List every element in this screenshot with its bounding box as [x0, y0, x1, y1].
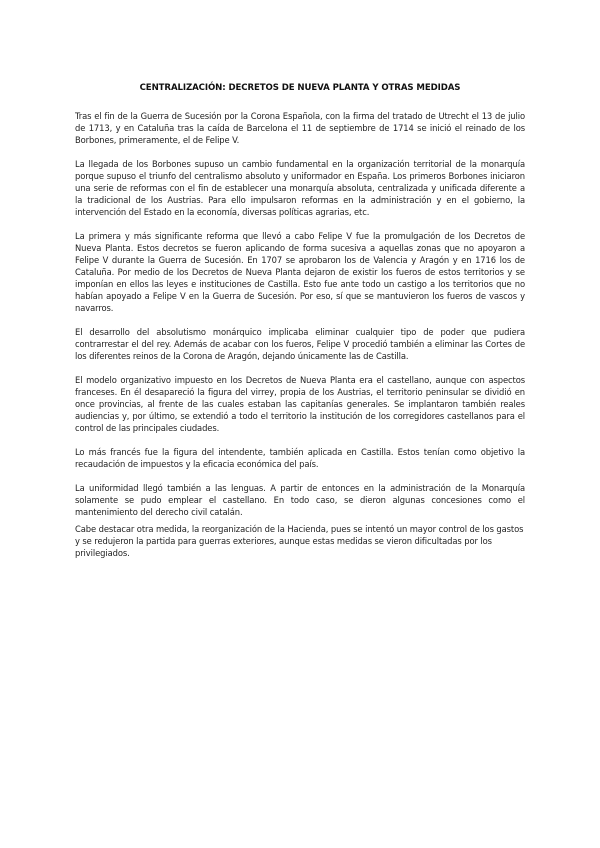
paragraph-intendente: Lo más francés fue la figura del intendente, también aplicada en Castilla. Estos tenían como objetivo la recaudación de impuestos y la eficacia económica del país.: [75, 447, 525, 469]
document-title: CENTRALIZACIÓN: DECRETOS DE NUEVA PLANTA Y OTRAS MEDIDAS: [139, 83, 461, 93]
paragraph-hacienda: Cabe destacar otra medida, la reorganización de la Hacienda, pues se intentó un mayor control de los gastos y se redujeron la partida para guerras exteriores, aunque estas medidas se vieron dificultadas por los privilegiados.: [75, 524, 524, 558]
paragraph-lenguas: La uniformidad llegó también a las lenguas. A partir de entonces en la administración de la Monarquía solamente se pudo emplear el castellano. En todo caso, se dieron algunas concesiones como el mantenimiento del derecho civil catalán.: [75, 483, 525, 517]
paragraph-intro: Tras el fin de la Guerra de Sucesión por la Corona Española, con la firma del tratado de Utrecht el 13 de julio de 1713, y en Cataluña tras la caída de Barcelona el 11 de septiembre de 1714 se inició el reinado de los Borbones, primeramente, el de Felipe V.: [75, 111, 525, 145]
paragraph-absolutismo: El desarrollo del absolutismo monárquico implicaba eliminar cualquier tipo de poder que pudiera contrarrestar el del rey. Además de acabar con los fueros, Felipe V procedió también a eliminar las Cortes de los diferentes reinos de la Corona de Aragón, dejando únicamente las de Castilla.: [75, 327, 525, 361]
document-body: [75, 82, 525, 571]
paragraph-borbones: La llegada de los Borbones supuso un cambio fundamental en la organización territorial de la monarquía porque supuso el triunfo del centralismo absoluto y uniformador en España. Los primeros Borbones iniciaron una serie de reformas con el fin de establecer una monarquía absoluta, centralizada y unificada diferente a la tradicional de los Austrias. Para ello impulsaron reformas en la administración y en el gobierno, la intervención del Estado en la economía, diversas políticas agrarias, etc.: [75, 159, 525, 217]
paragraph-modelo-organizativo: El modelo organizativo impuesto en los Decretos de Nueva Planta era el castellano, aunque con aspectos franceses. En él desapareció la figura del virrey, propia de los Austrias, el territorio peninsular se dividió en once provincias, al frente de las cuales estaban las capitanías generales. Se implantaron también reales audiencias y, por último, se extendió a todo el territorio la institución de los corregidores castellanos para el control de las principales ciudades.: [75, 375, 525, 433]
paragraph-nueva-planta: La primera y más significante reforma que llevó a cabo Felipe V fue la promulgación de los Decretos de Nueva Planta. Estos decretos se fueron aplicando de forma sucesiva a aquellas zonas que no apoyaron a Felipe V durante la Guerra de Sucesión. En 1707 se aprobaron los de Valencia y Aragón y en 1716 los de Cataluña. Por medio de los Decretos de Nueva Planta dejaron de existir los fueros de estos territorios y se imponían en ellos las leyes e instituciones de Castilla. Esto fue ante todo un castigo a los territorios que no habían apoyado a Felipe V en la Guerra de Sucesión. Por eso, sí que se mantuvieron los fueros de vascos y navarros.: [75, 231, 525, 313]
